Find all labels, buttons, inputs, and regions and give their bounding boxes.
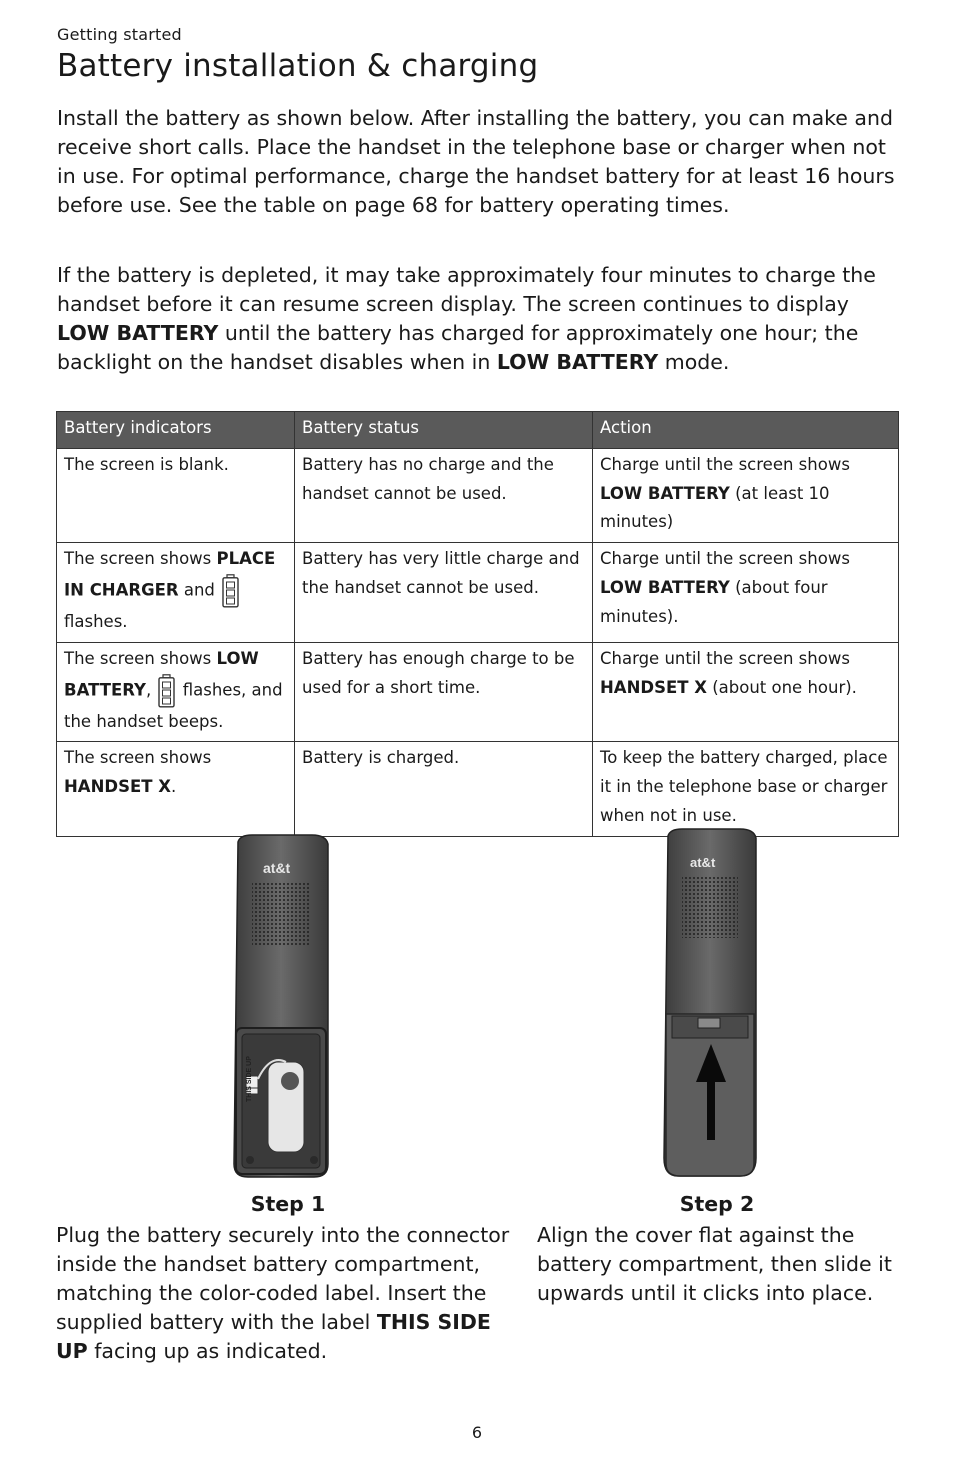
table-header-row: [57, 412, 899, 449]
table-row: [57, 543, 899, 643]
up-arrow-icon: [694, 1042, 728, 1146]
battery-empty-icon: [158, 674, 175, 708]
table-row: [57, 742, 899, 836]
step-1-text: Plug the battery securely into the connector inside the handset battery compartment, matching the color-coded label. Insert the supplied battery with the label THIS SIDE UP facing up as indicated.: [56, 1223, 510, 1363]
brand-logo: at&t: [263, 860, 291, 876]
section-label: Getting started: [57, 25, 182, 44]
step-2-text: Align the cover flat against the battery compartment, then slide it upwards until it clicks into place.: [537, 1223, 892, 1305]
battery-empty-icon: [222, 574, 239, 608]
status-cell: Battery is charged.: [295, 742, 593, 836]
table-row: [57, 448, 899, 542]
action-cell: To keep the battery charged, place it in the telephone base or charger when not in use.: [593, 742, 899, 836]
brand-logo: at&t: [690, 855, 716, 870]
battery-status-table: [56, 411, 899, 837]
column-header: Action: [593, 412, 899, 449]
step-2-title: Step 2: [679, 1192, 755, 1216]
intro-paragraph-2: If the battery is depleted, it may take approximately four minutes to charge the handset before it can resume screen display. The screen continues to display LOW BATTERY until the battery has charged for approximately one hour; the backlight on the handset disables when in LOW BATTERY mode.: [57, 263, 876, 374]
status-cell: Battery has very little charge and the handset cannot be used.: [295, 543, 593, 643]
indicator-cell: The screen is blank.: [57, 448, 295, 542]
page-number: 6: [471, 1423, 483, 1442]
action-cell: Charge until the screen shows LOW BATTERY (about four minutes).: [593, 543, 899, 643]
page-title: Battery installation & charging: [57, 48, 539, 84]
action-cell: Charge until the screen shows HANDSET X (about one hour).: [593, 642, 899, 742]
indicator-cell: The screen shows LOW BATTERY, flashes, and the handset beeps.: [57, 642, 295, 742]
handset-battery-open-image: [230, 834, 332, 1178]
step-1-title: Step 1: [250, 1192, 326, 1216]
status-cell: Battery has no charge and the handset cannot be used.: [295, 448, 593, 542]
indicator-cell: The screen shows HANDSET X.: [57, 742, 295, 836]
table-row: [57, 642, 899, 742]
intro-paragraph-1: Install the battery as shown below. After installing the battery, you can make and receive short calls. Place the handset in the telephone base or charger when not in use. For optimal performance, charge the handset battery for at least 16 hours before use. See the table on page 68 for battery operating times.: [57, 106, 895, 217]
indicator-cell: The screen shows PLACE IN CHARGER and flashes.: [57, 543, 295, 643]
battery-label: THIS SIDE UP: [246, 1056, 253, 1102]
column-header: Battery status: [295, 412, 593, 449]
action-cell: Charge until the screen shows LOW BATTERY (at least 10 minutes): [593, 448, 899, 542]
column-header: Battery indicators: [57, 412, 295, 449]
status-cell: Battery has enough charge to be used for a short time.: [295, 642, 593, 742]
